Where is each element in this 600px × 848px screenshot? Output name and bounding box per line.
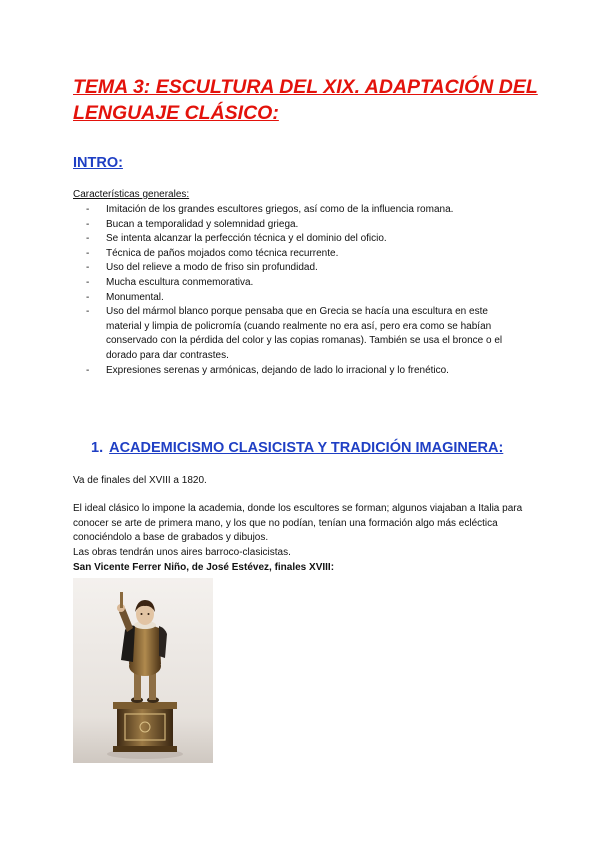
- bullet-dash: -: [86, 262, 90, 274]
- bullet-dash: -: [86, 364, 90, 376]
- list-item: - Se intenta alcanzar la perfección técnica y el dominio del oficio.: [86, 232, 526, 247]
- paragraph-academy: El ideal clásico lo impone la academia, donde los escultores se forman; algunos viajaban a Italia para conocer se arte de primera mano, y los que no podían, tenían una formación algo más ecléctica conociéndolo a base de grabados y dibujos.: [73, 503, 523, 544]
- paragraph-style: Las obras tendrán unos aires barroco-clasicistas.: [73, 547, 291, 558]
- list-item: - Mucha escultura conmemorativa.: [86, 276, 526, 291]
- sculpture-photo: [73, 578, 213, 763]
- image-caption: San Vicente Ferrer Niño, de José Estévez, finales XVIII:: [73, 562, 335, 573]
- bullet-dash: -: [86, 276, 90, 288]
- bullet-dash: -: [86, 247, 90, 259]
- page-title: TEMA 3: ESCULTURA DEL XIX. ADAPTACIÓN DEL LENGUAJE CLÁSICO:: [73, 76, 538, 124]
- bullet-dash: -: [86, 233, 90, 245]
- bullet-dash: -: [86, 204, 90, 215]
- list-item: - Expresiones serenas y armónicas, dejando de lado lo irracional y lo frenético.: [86, 364, 526, 379]
- list-item: - Imitación de los grandes escultores griegos, así como de la influencia romana.: [86, 203, 526, 218]
- list-item: - Uso del relieve a modo de friso sin profundidad.: [86, 261, 526, 276]
- bullet-dash: -: [86, 291, 90, 303]
- bullet-dash: -: [86, 306, 90, 318]
- bullet-dash: -: [86, 218, 90, 230]
- paragraph-dates: Va de finales del XVIII a 1820.: [73, 475, 207, 486]
- features-list: [86, 203, 526, 378]
- general-characteristics-heading: Características generales:: [73, 189, 190, 200]
- list-item: - Uso del mármol blanco porque pensaba que en Grecia se hacía una escultura en este material y limpia de policromía (cuando realmente no era así, pero era como se habían conservado con la pérdida del color y las copias romanas). También se usa el bronce o el dorado para dar contrastes.: [86, 306, 503, 361]
- section-heading-academicismo: [91, 440, 503, 456]
- list-item: - Bucan a temporalidad y solemnidad griega.: [86, 218, 526, 233]
- section-number: 1.: [91, 440, 104, 456]
- san-vicente-ferrer-sculpture-image: [73, 578, 213, 763]
- section-title-text: ACADEMICISMO CLASICISTA Y TRADICIÓN IMAGINERA:: [109, 440, 504, 456]
- list-item: - Técnica de paños mojados como técnica recurrente.: [86, 247, 526, 262]
- list-item: - Monumental.: [86, 291, 526, 306]
- intro-heading: INTRO:: [73, 155, 123, 171]
